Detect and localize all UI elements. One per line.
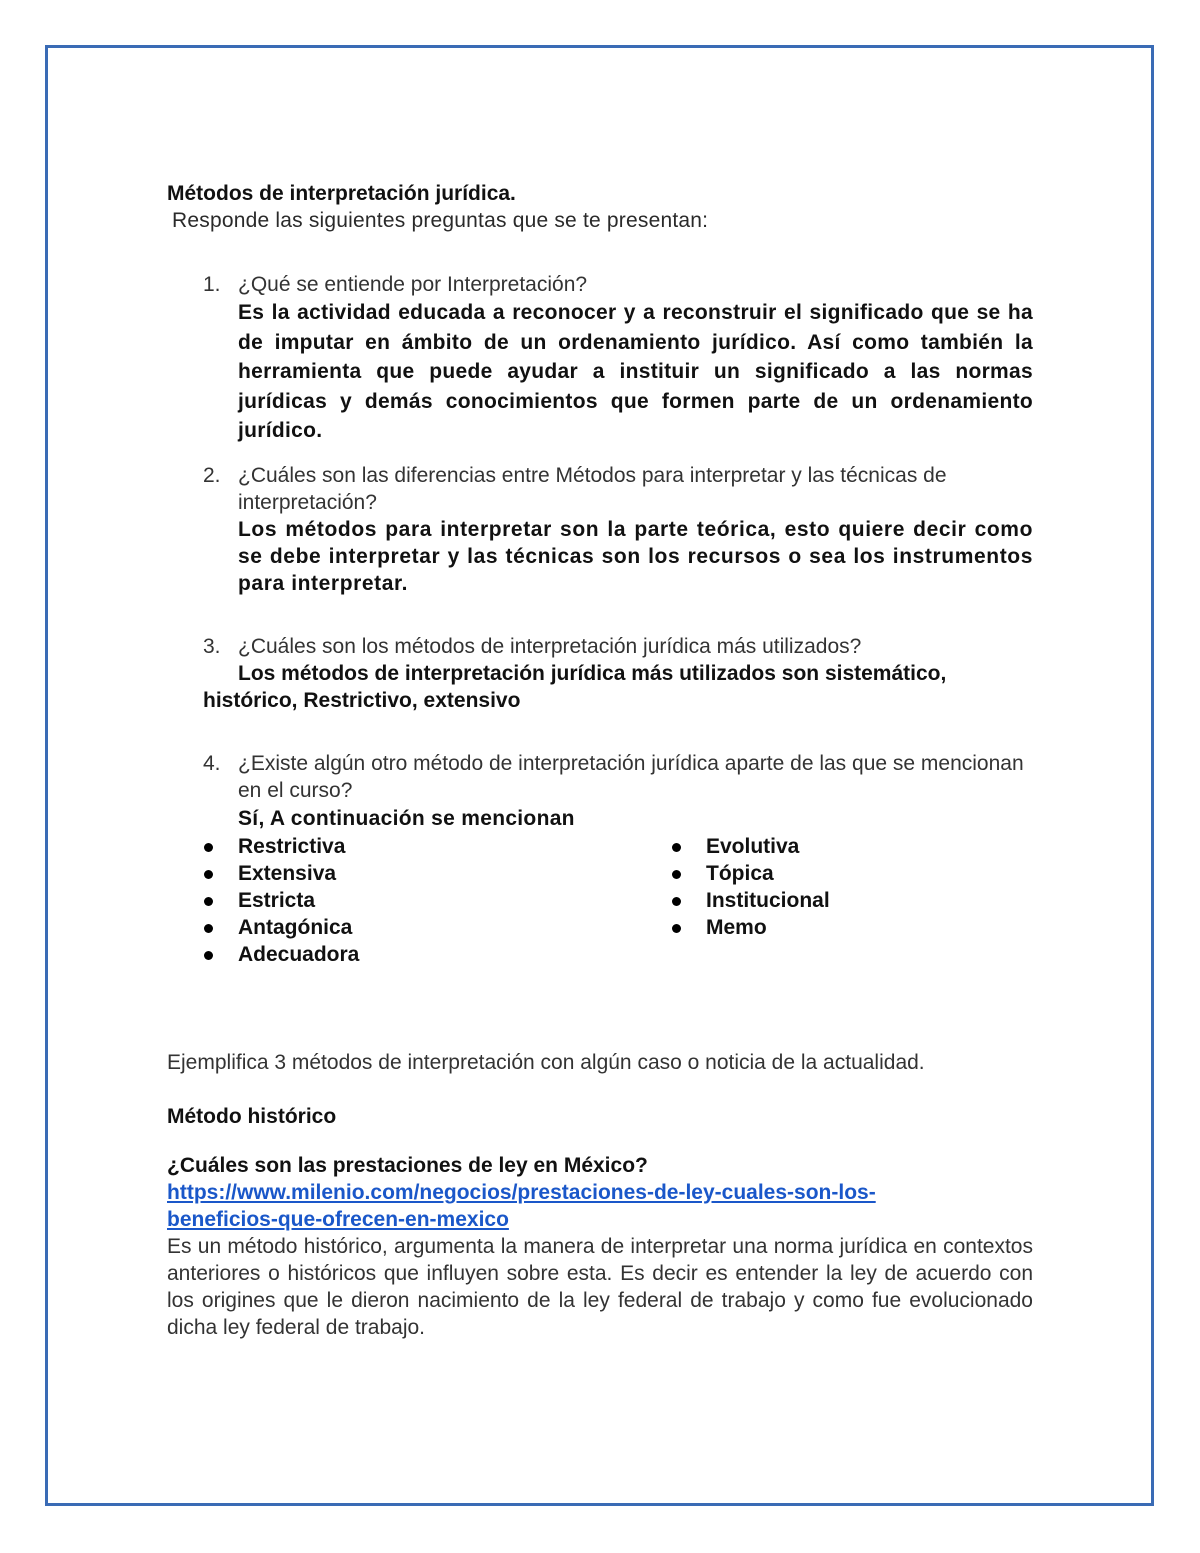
question-text: ¿Existe algún otro método de interpretación jurídica aparte de las que se mencionan en el curso? [238,751,1024,802]
answer-3 [167,660,1033,714]
intro-text: Responde las siguientes preguntas que se te presentan: [172,209,709,232]
question-text: ¿Cuáles son las diferencias entre Métodos para interpretar y las técnicas de interpretación? [238,463,947,514]
list-item: Estricta [203,887,359,914]
answer-text: Es la actividad educada a reconocer y a reconstruir el significado que se ha de imputar en ámbito de un ordenamiento jurídico. Así como también la herramienta que puede ayudar a instituir un significado a las normas jurídicas y demás conocimientos que formen parte de un ordenamiento jurídico. [238,301,1033,442]
methods-bullet-list [167,833,1033,973]
bullet-column-right [671,833,830,941]
news-link-line-2[interactable]: beneficios-que-ofrecen-en-mexico [167,1208,509,1231]
list-item: Institucional [671,887,830,914]
bullet-icon [672,924,681,933]
list-item: Antagónica [203,914,359,941]
answer-text: Sí, A continuación se mencionan [238,806,575,830]
bullet-column-left [203,833,359,968]
ejemplifica-text: Ejemplifica 3 métodos de interpretación con algún caso o noticia de la actualidad. [167,1051,925,1074]
question-number: 2. [203,463,221,487]
list-item: Restrictiva [203,833,359,860]
news-question: ¿Cuáles son las prestaciones de ley en México? [167,1154,648,1177]
answer-text: Los métodos para interpretar son la parte teórica, esto quiere decir como se debe interpretar y las técnicas son los recursos o sea los instrumentos para interpretar. [238,517,1033,595]
bullet-icon [204,924,213,933]
list-item: Memo [671,914,830,941]
question-text: ¿Qué se entiende por Interpretación? [238,273,588,296]
list-item: Adecuadora [203,941,359,968]
news-link-line-1[interactable]: https://www.milenio.com/negocios/prestaciones-de-ley-cuales-son-los- [167,1181,876,1204]
question-3 [167,633,1033,660]
question-4 [167,750,1033,834]
list-item: Evolutiva [671,833,830,860]
document-body [167,180,1033,1341]
document-title: Métodos de interpretación jurídica. [167,182,516,205]
bullet-icon [672,897,681,906]
list-item: Tópica [671,860,830,887]
bullet-icon [204,843,213,852]
news-link[interactable] [167,1179,1033,1233]
question-number: 1. [203,273,221,296]
bullet-icon [672,843,681,852]
answer-line-1: Los métodos de interpretación jurídica más utilizados son sistemático, [238,661,947,685]
bullet-icon [204,870,213,879]
question-2 [167,462,1033,597]
bullet-icon [204,897,213,906]
section-heading: Método histórico [167,1105,337,1128]
list-item: Extensiva [203,860,359,887]
question-text: ¿Cuáles son los métodos de interpretación jurídica más utilizados? [238,634,862,658]
bullet-icon [672,870,681,879]
bullet-icon [204,951,213,960]
question-number: 4. [203,751,221,775]
answer-line-2: histórico, Restrictivo, extensivo [203,688,521,712]
question-1 [167,271,1033,446]
explanation-text: Es un método histórico, argumenta la manera de interpretar una norma jurídica en contextos anteriores o históricos que influyen sobre esta. Es decir es entender la ley de acuerdo con los origines que le dieron nacimiento de la ley federal de trabajo y como fue evolucionado dicha ley federal de trabajo. [167,1235,1033,1339]
question-number: 3. [203,634,221,658]
